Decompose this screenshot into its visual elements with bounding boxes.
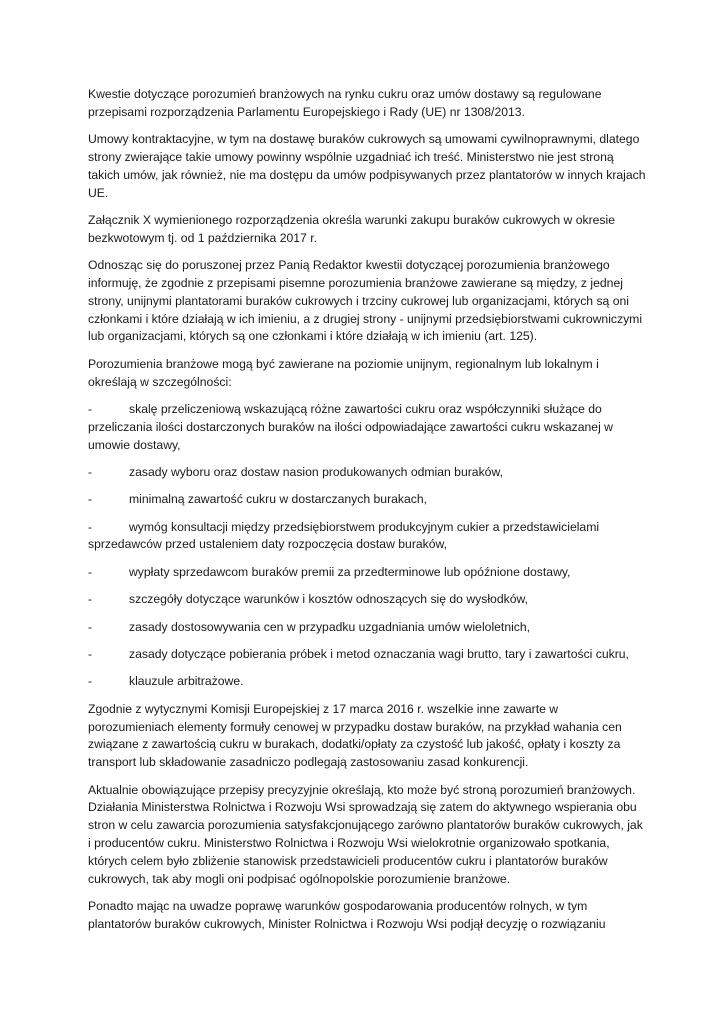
paragraph-commission-guidelines: Zgodnie z wytycznymi Komisji Europejskiej z 17 marca 2016 r. wszelkie inne zawarte w porozumieniach elementy formuły cenowej w przypadku dostaw buraków, na przykład wahania cen związane z zawartością cukru w burakach, dodatki/opłaty za czystość lub jakość, opłaty i koszty za transport lub składowanie zasadniczo podlegają zastosowaniu zasad konkurencji.	[88, 701, 622, 770]
list-item-text: zasady dotyczące pobierania próbek i metod oznaczania wagi brutto, tary i zawartości cukru,	[129, 647, 629, 662]
list-item-text: skalę przeliczeniową wskazującą różne zawartości cukru oraz współczynniki służące do przeliczania ilości dostarczonych buraków na ilości odpowiadające zawartości cukru wskazanej w umowie dostawy,	[88, 401, 613, 452]
list-item-text: wypłaty sprzedawcom buraków premii za przedterminowe lub opóźnione dostawy,	[129, 564, 571, 579]
document-page	[88, 86, 646, 943]
paragraph-regulation-intro: Kwestie dotyczące porozumień branżowych na rynku cukru oraz umów dostawy są regulowane przepisami rozporządzenia Parlamentu Europejskiego i Rady (UE) nr 1308/2013.	[88, 87, 602, 119]
paragraph-annex-x: Załącznik X wymienionego rozporządzenia określa warunki zakupu buraków cukrowych w okresie bezkwotowym tj. od 1 października 2017 r.	[88, 212, 616, 245]
list-item	[88, 646, 646, 664]
paragraph-ministry-actions: Aktualnie obowiązujące przepisy precyzyjnie określają, kto może być stroną porozumień branżowych. Działania Ministerstwa Rolnictwa i Rozwoju Wsi sprowadzają się zatem do aktywnego wspierania obu stron w celu zawarcia porozumienia satysfakcjonującego zarówno plantatorów buraków cukrowych, jak i producentów cukru. Ministerstwo Rolnictwa i Rozwoju Wsi wielokrotnie organizowało spotkania, których celem było zbliżenie stanowisk przedstawicieli producentów cukru i plantatorów buraków cukrowych, tak aby mogli oni podpisać ogólnopolskie porozumienie branżowe.	[88, 782, 643, 886]
list-item-text: minimalną zawartość cukru w dostarczanych burakach,	[129, 492, 428, 507]
list-dash: -	[88, 674, 93, 689]
list-item-text: szczegóły dotyczące warunków i kosztów odnoszących się do wysłodków,	[129, 592, 528, 607]
list-dash: -	[88, 464, 93, 479]
list-item	[88, 519, 646, 555]
list-dash: -	[88, 619, 93, 634]
list-item	[88, 619, 646, 637]
list-item	[88, 591, 646, 609]
paragraph-agreement-levels: Porozumienia branżowe mogą być zawierane na poziomie unijnym, regionalnym lub lokalnym i określają w szczególności:	[88, 356, 599, 389]
list-item	[88, 464, 646, 482]
list-item	[88, 673, 646, 691]
paragraph-contracts: Umowy kontraktacyjne, w tym na dostawę buraków cukrowych są umowami cywilnoprawnymi, dlatego strony zwierające takie umowy powinny wspólnie uzgadniać ich treść. Ministerstwo nie jest stroną takich umów, jak również, nie ma dostępu da umów podpisywanych przez plantatorów w innych krajach UE.	[88, 132, 646, 200]
list-item-text: zasady wyboru oraz dostaw nasion produkowanych odmian buraków,	[129, 464, 503, 479]
list-item	[88, 564, 646, 582]
list-dash: -	[88, 592, 93, 607]
list-dash: -	[88, 401, 93, 416]
list-item	[88, 491, 646, 509]
list-item-text: wymóg konsultacji między przedsiębiorstwem produkcyjnym cukier a przedstawicielami sprzedawców przed ustaleniem daty rozpoczęcia dostaw buraków,	[88, 519, 600, 552]
paragraph-further-measures: Ponadto mając na uwadze poprawę warunków gospodarowania producentów rolnych, w tym plantatorów buraków cukrowych, Minister Rolnictwa i Rozwoju Wsi podjął decyzję o rozwiązaniu	[88, 898, 606, 931]
list-dash: -	[88, 564, 93, 579]
list-dash: -	[88, 647, 93, 662]
list-item-text: klauzule arbitrażowe.	[129, 674, 244, 689]
list-dash: -	[88, 492, 93, 507]
list-item-text: zasady dostosowywania cen w przypadku uzgadniania umów wieloletnich,	[129, 619, 531, 634]
list-dash: -	[88, 519, 93, 534]
list-item	[88, 401, 646, 454]
paragraph-branch-agreements: Odnosząc się do poruszonej przez Panią Redaktor kwestii dotyczącej porozumienia branżowego informuję, że zgodnie z przepisami pisemne porozumienia branżowe zawierane są między, z jednej strony, unijnymi plantatorami buraków cukrowych i trzciny cukrowej lub organizacjami, których są oni członkami i które działają w ich imieniu, a z drugiej strony - unijnymi przedsiębiorstwami cukrowniczymi lub organizacjami, których są one członkami i które działają w ich imieniu (art. 125).	[88, 258, 643, 344]
